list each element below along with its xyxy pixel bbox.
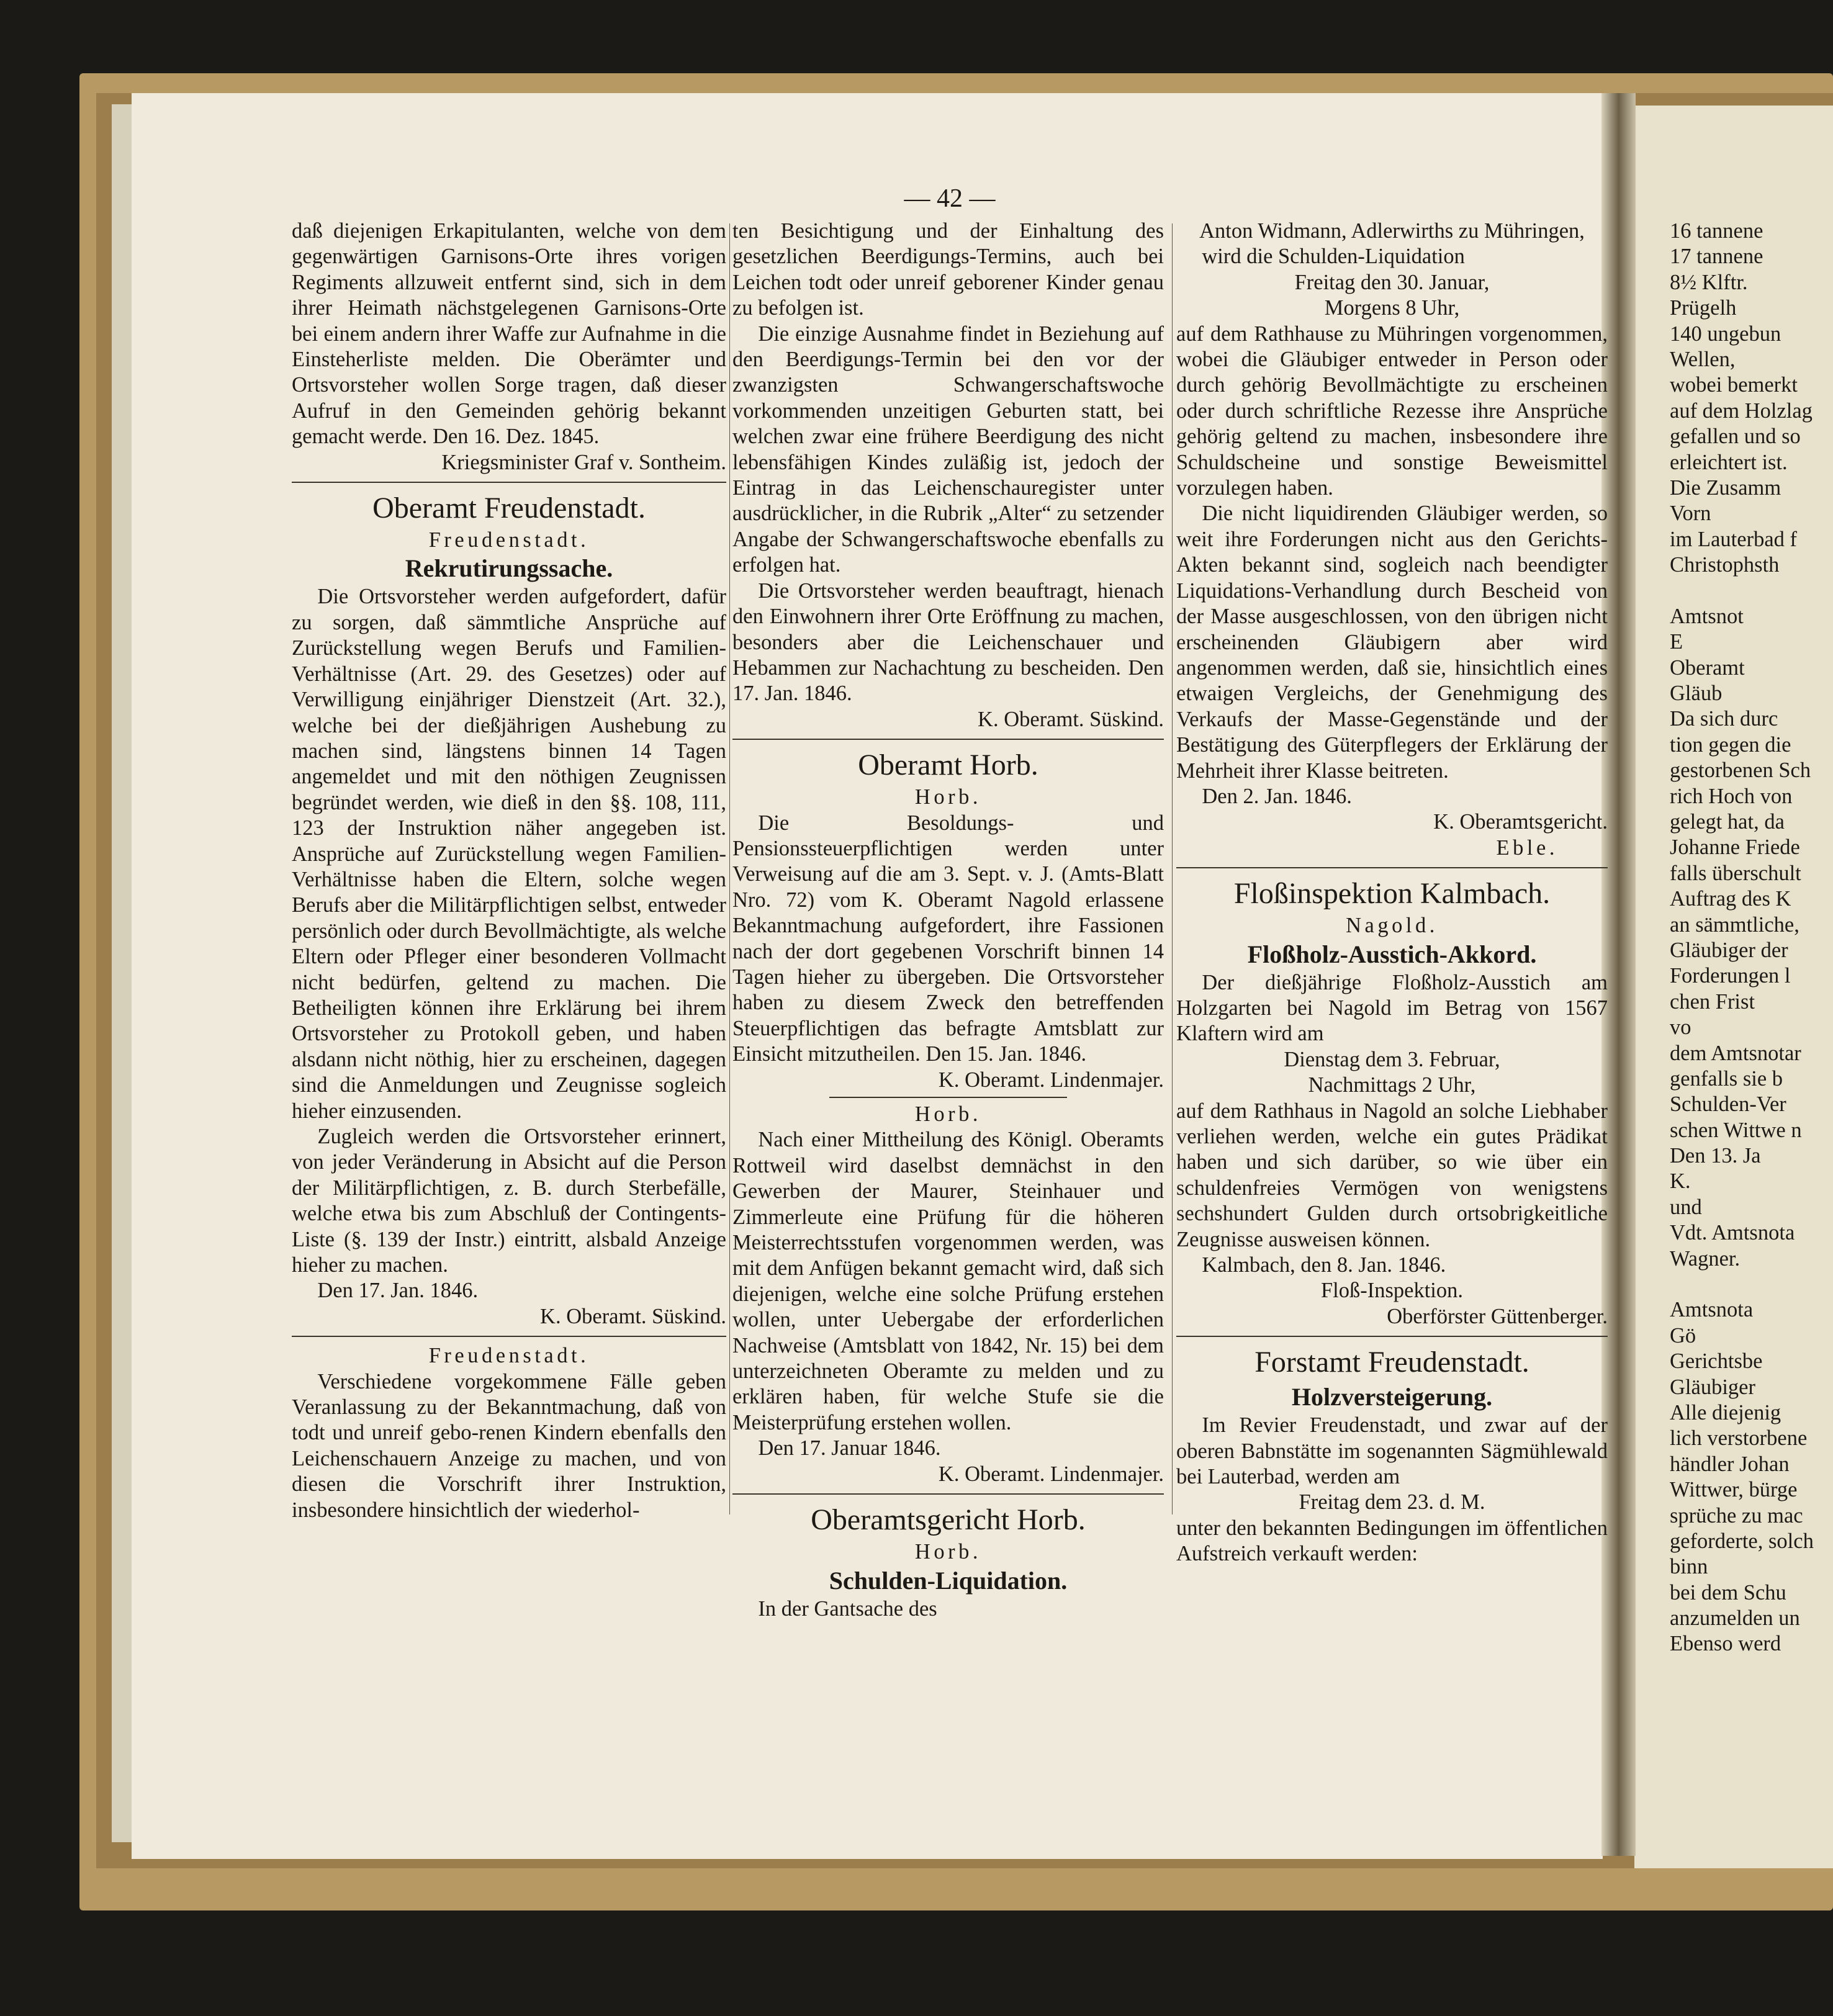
place-name: Horb. bbox=[914, 785, 982, 809]
text-line: Amtsnota bbox=[1670, 1298, 1754, 1322]
paragraph: auf dem Rathhaus in Nagold an solche Liebhaber verliehen werden, welche ein gutes Prädikat haben und sich darüber, so wie über ein schuldenfreies Vermögen von wenigstens sechshundert Gulden durch ortsobrigkeitliche Zeugnisse ausweisen können. bbox=[1176, 1099, 1608, 1251]
paragraph: Die Besoldungs- und Pensionssteuerpflichtigen werden unter Verweisung auf die am 3. Sept. v. J. (Amts-Blatt Nro. 72) vom K. Oberamt Nagold erlassene Bekanntmachung aufgefordert, ihre Fassionen nach der dort gegebenen Vorschrift binnen 14 Tagen hieher zu übergeben. Die Ortsvorsteher haben zu diesem Zweck den betreffenden Steuerpflichtigen das befragte Amtsblatt zur Einsicht mitzutheilen. Den 15. Jan. 1846. bbox=[732, 811, 1164, 1066]
paragraph: In der Gantsache des bbox=[758, 1596, 937, 1621]
text-line: Gö bbox=[1670, 1323, 1696, 1348]
place-name: Horb. bbox=[914, 1540, 982, 1564]
text-line: Gläubiger bbox=[1670, 1375, 1755, 1399]
divider bbox=[1176, 1336, 1608, 1337]
signature: K. Oberamt. Süskind. bbox=[540, 1304, 726, 1328]
text-line: auf dem Holzlag bbox=[1670, 398, 1813, 423]
place-name: Horb. bbox=[914, 1102, 982, 1126]
divider bbox=[732, 1493, 1164, 1495]
text-line: gestorbenen Sch bbox=[1670, 758, 1811, 783]
paragraph: wird die Schulden-Liquidation bbox=[1202, 245, 1465, 269]
divider bbox=[1176, 867, 1608, 868]
section-heading: Floßinspektion Kalmbach. bbox=[1233, 877, 1551, 911]
text-line: Vorn bbox=[1670, 502, 1711, 526]
paragraph: unter den bekannten Bedingungen im öffentlichen Aufstreich verkauft werden: bbox=[1176, 1516, 1608, 1566]
text-line: Wagner. bbox=[1670, 1246, 1741, 1271]
time-line: Nachmittags 2 Uhr, bbox=[1308, 1073, 1476, 1097]
date-line: Freitag den 30. Januar, bbox=[1294, 270, 1490, 294]
date: Den 17. Jan. 1846. bbox=[317, 1279, 479, 1303]
text-line: erleichtert ist. bbox=[1670, 450, 1788, 474]
text-line: bei dem Schu bbox=[1670, 1580, 1786, 1604]
section-heading: Oberamtsgericht Horb. bbox=[811, 1503, 1086, 1537]
divider bbox=[292, 482, 726, 483]
text-line: wobei bemerkt bbox=[1670, 373, 1798, 397]
divider bbox=[829, 1097, 1066, 1098]
text-line: Christophsth bbox=[1670, 553, 1780, 577]
text-line: Schulden-Ver bbox=[1670, 1092, 1786, 1117]
date: Kalmbach, den 8. Jan. 1846. bbox=[1202, 1253, 1446, 1277]
text-line: Gläub bbox=[1670, 682, 1723, 706]
paragraph: Verschiedene vorgekommene Fälle geben Veranlassung zu der Bekanntmachung, daß von todt und unreif gebo-renen Kindern ebenfalls den Leichenschauern Anzeige zu machen, und von diesen die Vorschrift ihrer Instruktion, insbesondere hinsichtlich der wiederhol- bbox=[292, 1369, 726, 1522]
sub-heading: Holzversteigerung. bbox=[1291, 1383, 1493, 1411]
text-line: Da sich durc bbox=[1670, 707, 1778, 731]
text-line: gelegt hat, da bbox=[1670, 809, 1785, 834]
text-line: Auftrag des K bbox=[1670, 887, 1791, 911]
text-line: im Lauterbad f bbox=[1670, 527, 1797, 551]
text-line: 8½ Klftr. bbox=[1670, 270, 1748, 294]
date: Den 2. Jan. 1846. bbox=[1202, 784, 1352, 808]
text-line: E bbox=[1670, 630, 1683, 654]
place-name: Freudenstadt. bbox=[428, 1344, 590, 1368]
text-line: Alle diejenig bbox=[1670, 1400, 1781, 1424]
paragraph: Im Revier Freudenstadt, und zwar auf der oberen Babnstätte im sogenannten Sägmühlewald bei Lauterbad, werden am bbox=[1176, 1413, 1608, 1489]
signature: Floß-Inspektion. bbox=[1320, 1279, 1464, 1303]
signature: K. Oberamtsgericht. bbox=[1433, 810, 1608, 834]
column-rule-2 bbox=[1172, 223, 1173, 1514]
column-3 bbox=[1176, 218, 1608, 1567]
column-1 bbox=[292, 218, 726, 1523]
page-number: — 42 — bbox=[904, 184, 996, 213]
text-line: Prügelh bbox=[1670, 296, 1737, 320]
date: Den 17. Januar 1846. bbox=[758, 1436, 941, 1460]
text-line: händler Johan bbox=[1670, 1452, 1790, 1476]
sub-heading: Rekrutirungssache. bbox=[405, 554, 613, 583]
paragraph: auf dem Rathhause zu Mühringen vorgenommen, wobei die Gläubiger entweder in Person oder durch gehörig Bevollmächtigte zu erscheinen oder durch schriftliche Rezesse ihre Ansprüche gehörig geltend zu machen, insbesondere ihre Schuldscheine und sonstige Beweismittel vorzulegen haben. bbox=[1176, 322, 1608, 500]
paragraph: Anton Widmann, Adlerwirths zu Mühringen, bbox=[1199, 219, 1585, 243]
text-line: Gläubiger der bbox=[1670, 938, 1788, 962]
signature: K. Oberamt. Lindenmajer. bbox=[938, 1068, 1164, 1092]
paragraph: Die einzige Ausnahme findet in Beziehung auf den Beerdigungs-Termin bei den vor der zwanzigsten Schwangerschaftswoche vorkommenden unzeitigen Geburten statt, bei welchen zwar eine frühere Beerdigung des nicht lebensfähigen Kindes zuläßig ist, jedoch der Eintrag in das Leichenschauregister unter ausdrücklicher, in die Rubrik „Alter“ zu setzender Angabe der Schwangerschaftswoche ebenfalls zu erfolgen hat. bbox=[732, 322, 1164, 577]
text-line: binn bbox=[1670, 1555, 1708, 1579]
paragraph: ten Besichtigung und der Einhaltung des gesetzlichen Beerdigungs-Termins, auch bei Leichen todt oder unreif geborener Kinder genau zu befolgen ist. bbox=[732, 219, 1164, 320]
text-line: Johanne Friede bbox=[1670, 835, 1800, 860]
text-line: Den 13. Ja bbox=[1670, 1144, 1761, 1168]
paragraph: Die Ortsvorsteher werden aufgefordert, dafür zu sorgen, daß sämmtliche Ansprüche auf Zurückstellung wegen Berufs und Familien-Verhältnisse (Art. 29. des Gesetzes) oder auf Verwilligung einjähriger Dienstzeit (Art. 32.), welche bei der dießjährigen Aushebung zu machen sind, längstens binnen 14 Tagen angemeldet und mit den nöthigen Zeugnissen begründet werden, wie dieß in den §§. 108, 111, 123 der Instruktion näher angegeben ist. Ansprüche auf Zurückstellung wegen Familien-Verhältnisse haben die Eltern, solche wegen Berufs aber die Militärpflichtigen selbst, entweder persönlich oder durch Bevollmächtigte, als welche Eltern oder Pfleger einer besonderen Vollmacht nicht bedürfen, geltend zu machen. Die Betheiligten können ihre Erklärung bei ihrem Ortsvorsteher zu Protokoll geben, und haben alsdann nicht nöthig, hier zu erscheinen, dagegen sind die Anmeldungen und Zeugnisse sogleich hieher einzusenden. bbox=[292, 585, 726, 1123]
text-line: genfalls sie b bbox=[1670, 1066, 1783, 1091]
date-line: Freitag dem 23. d. M. bbox=[1299, 1490, 1485, 1514]
text-line: Forderungen l bbox=[1670, 964, 1791, 988]
date-line: Dienstag dem 3. Februar, bbox=[1284, 1047, 1500, 1071]
time-line: Morgens 8 Uhr, bbox=[1324, 296, 1460, 320]
paragraph: Die nicht liquidirenden Gläubiger werden, so weit ihre Forderungen nicht aus den Gerichts-Akten bekannt sind, sogleich nach beendigter Liquidations-Verhandlung durch Bescheid von der Masse ausgeschlossen, von den übrigen nicht erscheinenden Gläubigern aber wird angenommen werden, daß sie, hinsichtlich eines etwaigen Vergleichs, der Genehmigung des Verkaufs der Masse-Gegenstände und der Bestätigung des Güterpflegers der Erklärung der Mehrheit ihrer Klasse beitreten. bbox=[1176, 502, 1608, 783]
text-line bbox=[1670, 578, 1833, 603]
text-line: K. bbox=[1670, 1169, 1691, 1194]
signature: K. Oberamt. Süskind. bbox=[978, 707, 1164, 731]
divider bbox=[292, 1336, 726, 1337]
text-line: sprüche zu mac bbox=[1670, 1503, 1803, 1528]
text-line: Amtsnot bbox=[1670, 604, 1744, 628]
text-line: an sämmtliche, bbox=[1670, 912, 1799, 937]
signature: Oberförster Güttenberger. bbox=[1387, 1304, 1608, 1328]
paragraph: Der dießjährige Floßholz-Ausstich am Holzgarten bei Nagold im Betrag von 1567 Klaftern wird am bbox=[1176, 970, 1608, 1046]
sub-heading: Schulden-Liquidation. bbox=[829, 1566, 1068, 1595]
text-line: anzumelden un bbox=[1670, 1606, 1800, 1631]
signature: K. Oberamt. Lindenmajer. bbox=[938, 1462, 1164, 1486]
text-line: vo bbox=[1670, 1015, 1691, 1040]
signature: Kriegsminister Graf v. Sontheim. bbox=[441, 450, 726, 474]
text-line: 16 tannene bbox=[1670, 219, 1763, 243]
column-rule-1 bbox=[729, 223, 730, 1514]
paragraph: Nach einer Mittheilung des Königl. Oberamts Rottweil wird daselbst demnächst in den Gewerben der Maurer, Steinhauer und Zimmerleute eine Prüfung für die höheren Meisterrechtsstufen vorgenommen werden, was mit dem Anfügen bekannt gemacht wird, daß sich diejenigen, welche eine solche Prüfung erstehen wollen, unter Uebergabe der erforderlichen Nachweise (Amtsblatt von 1842, Nr. 15) bei dem unterzeichneten Oberamte zu melden und zu erklären haben, für welche Stufe sie die Meisterprüfung erstehen wollen. bbox=[732, 1128, 1164, 1434]
text-line: chen Frist bbox=[1670, 989, 1755, 1014]
text-line: lich verstorbene bbox=[1670, 1426, 1808, 1451]
section-heading: Oberamt Horb. bbox=[858, 749, 1038, 782]
column-4-partial bbox=[1670, 218, 1833, 1657]
section-heading: Forstamt Freudenstadt. bbox=[1254, 1346, 1529, 1379]
place-name: Freudenstadt. bbox=[428, 528, 590, 552]
text-line: gefallen und so bbox=[1670, 425, 1801, 449]
section-heading: Oberamt Freudenstadt. bbox=[372, 492, 646, 525]
text-line: geforderte, solch bbox=[1670, 1529, 1814, 1553]
divider bbox=[732, 739, 1164, 740]
text-line: 140 ungebun bbox=[1670, 322, 1781, 346]
text-line: Vdt. Amtsnota bbox=[1670, 1221, 1795, 1245]
paragraph: Die Ortsvorsteher werden beauftragt, hienach den Einwohnern ihrer Orte Eröffnung zu machen, besonders aber die Leichenschauer und Hebammen zur Nachachtung zu bescheiden. Den 17. Jan. 1846. bbox=[732, 578, 1164, 706]
text-line: tion gegen die bbox=[1670, 732, 1791, 757]
text-line: Wellen, bbox=[1670, 347, 1736, 371]
text-line: dem Amtsnotar bbox=[1670, 1041, 1801, 1065]
text-line: Die Zusamm bbox=[1670, 475, 1781, 500]
paragraph: Zugleich werden die Ortsvorsteher erinnert, von jeder Veränderung in Absicht auf die Person der Militärpflichtigen, z. B. durch Sterbefälle, welche etwa bis zum Abschluß der Contingents-Liste (§. 139 der Instr.) eintritt, alsbald Anzeige hieher zu machen. bbox=[292, 1125, 726, 1277]
sub-heading: Floßholz-Ausstich-Akkord. bbox=[1247, 940, 1537, 968]
paragraph: daß diejenigen Erkapitulanten, welche von dem gegenwärtigen Garnisons-Orte ihres vorigen Regiments allzuweit entfernt sind, sich in dem ihrer Heimath nächstgelegenen Garnisons-Orte bei einem andern ihrer Waffe zur Aufnahme in die Einsteherliste melden. Die Oberämter und Ortsvorsteher wollen Sorge tragen, daß dieser Aufruf in den Gemeinden gehörig bekannt gemacht werde. Den 16. Dez. 1845. bbox=[292, 219, 726, 449]
text-line: rich Hoch von bbox=[1670, 784, 1793, 808]
place-name: Nagold. bbox=[1346, 914, 1438, 938]
text-line: Gerichtsbe bbox=[1670, 1349, 1763, 1374]
text-line: und bbox=[1670, 1195, 1702, 1219]
text-line: schen Wittwe n bbox=[1670, 1118, 1802, 1142]
text-line: falls überschult bbox=[1670, 861, 1801, 885]
signature: Eble. bbox=[1496, 835, 1558, 860]
text-line: Oberamt bbox=[1670, 655, 1745, 680]
text-line bbox=[1670, 1272, 1833, 1297]
text-line: 17 tannene bbox=[1670, 245, 1763, 269]
text-line: Ebenso werd bbox=[1670, 1632, 1781, 1656]
column-2 bbox=[732, 218, 1164, 1622]
text-line: Wittwer, bürge bbox=[1670, 1478, 1798, 1502]
